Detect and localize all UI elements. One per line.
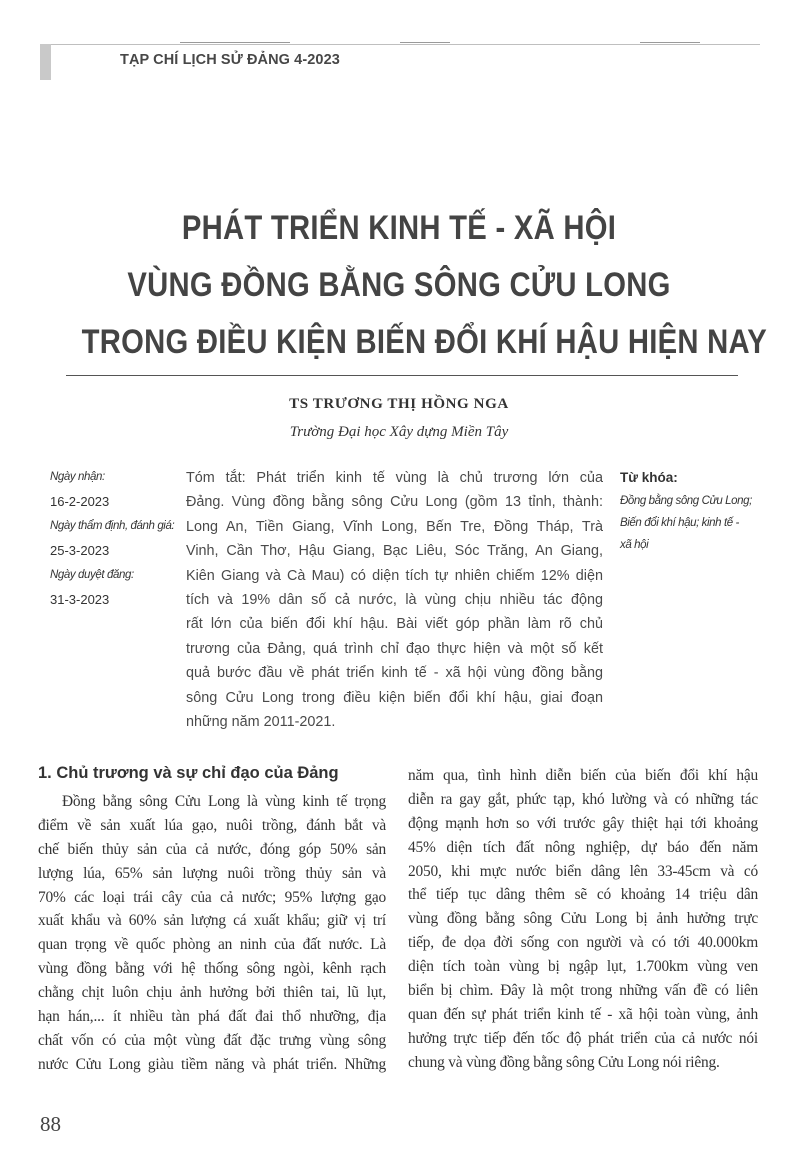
abstract-line: sông Cửu Long trong điều kiện biến đổi khí hậu, giai đoạn (186, 689, 603, 706)
reviewed-date: 25-3-2023 (50, 543, 110, 558)
abstract-line: Kiên Giang và Cà Mau) có diện tích tự nhiên chiếm 12% diện (186, 567, 603, 584)
received-date: 16-2-2023 (50, 494, 110, 509)
abstract-line: Long An, Tiền Giang, Vĩnh Long, Bến Tre, Đồng Tháp, Trà (186, 518, 603, 535)
author-name: TS TRƯƠNG THỊ HỒNG NGA (289, 396, 509, 412)
journal-name: TẠP CHÍ LỊCH SỬ ĐẢNG 4-2023 (120, 52, 340, 68)
body-column-left (38, 790, 386, 1077)
body-line: thể tiếp tục dâng thêm sẽ có khoảng 14 triệu dân (408, 886, 758, 904)
body-line: 70% các loại trái cây của cả nước; 95% lượng gạo (38, 888, 386, 906)
body-line: diễn ra gay gắt, phức tạp, khó lường và có những tác (408, 790, 758, 808)
article-dates (50, 466, 185, 613)
title-line: PHÁT TRIỂN KINH TẾ - XÃ HỘI (181, 209, 617, 247)
body-line: chằng chịt luôn chịu ảnh hưởng bởi thiên tai, lũ lụt, (38, 984, 386, 1002)
body-line: chung và vùng đồng bằng sông Cửu Long nói riêng. (408, 1053, 720, 1071)
body-line: hưởng trực tiếp đến tốc độ phát triển của cả nước nói (408, 1029, 758, 1047)
body-line: biển bị chìm. Đây là một trong những vấn đề có liên (408, 982, 758, 1000)
body-line: tiếp, đe dọa đời sống con người và có tới 40.000km (408, 934, 758, 952)
section-heading: 1. Chủ trương và sự chỉ đạo của Đảng (38, 764, 339, 782)
body-line: điểm về sản xuất lúa gạo, nuôi trồng, đánh bắt và (38, 816, 386, 834)
body-line: Đồng bằng sông Cửu Long là vùng kinh tế trọng (62, 793, 386, 810)
header-rule-accent (400, 42, 450, 43)
keyword-line: xã hội (620, 539, 649, 551)
article-title (81, 200, 767, 371)
body-line: 45% diện tích đất nông nghiệp, dự báo đến năm (408, 838, 758, 856)
body-line: động mạnh hơn so với trước gây thiệt hại tới khoảng (408, 814, 758, 832)
header-rule-accent (640, 42, 700, 43)
keyword-line: Biến đổi khí hậu; kinh tế - (620, 517, 739, 529)
accepted-date: 31-3-2023 (50, 592, 110, 607)
body-line: quan trọng về quốc phòng an ninh của đất nước. Là (38, 936, 386, 954)
author-affiliation: Trường Đại học Xây dựng Miền Tây (289, 424, 509, 440)
abstract-line: trương của Đảng, quá trình chỉ đạo thực hiện và một số kết (186, 640, 603, 657)
body-line: vùng đồng bằng sông Cửu Long bị ảnh hưởng trực (408, 910, 758, 928)
abstract-line: Đảng. Vùng đồng bằng sông Cửu Long (gồm 13 tỉnh, thành: (186, 494, 603, 511)
abstract-line: rất lớn của biến đổi khí hậu. Bài viết góp phần làm rõ chủ (186, 616, 603, 633)
body-line: chế biến thủy sản của cả nước, đóng góp 50% sản (38, 840, 386, 858)
body-line: chất vốn có của một vùng đất đặc trưng vùng sông (38, 1031, 386, 1049)
abstract-line: những năm 2011-2021. (186, 713, 336, 730)
title-line: VÙNG ĐỒNG BẰNG SÔNG CỬU LONG (127, 266, 671, 304)
body-line: xuất khẩu và 60% sản lượng cá xuất khẩu; giữ vị trí (38, 912, 386, 930)
abstract-line: quả bước đầu về phát triển kinh tế - xã hội vùng đồng bằng (186, 665, 603, 682)
title-line: TRONG ĐIỀU KIỆN BIẾN ĐỔI KHÍ HẬU HIỆN NAY (81, 323, 767, 361)
abstract-line: tích và 19% dân số cả nước, là vùng chịu nhiều tác động (186, 591, 603, 608)
header-rule (40, 44, 760, 45)
body-line: lượng lúa, 65% sản lượng nuôi trồng thủy sản và (38, 864, 386, 882)
body-line: quan đến sự phát triển kinh tế - xã hội toàn vùng, ảnh (408, 1005, 758, 1023)
received-label: Ngày nhận: (50, 471, 105, 483)
abstract-line: Vinh, Cần Thơ, Hậu Giang, Bạc Liêu, Sóc Trăng, An Giang, (186, 543, 603, 560)
abstract-line: Tóm tắt: Phát triển kinh tế vùng là chủ trương lớn của (186, 470, 603, 486)
keywords-label: Từ khóa: (620, 470, 678, 485)
journal-bar (40, 44, 51, 80)
body-line: diện tích toàn vùng bị ngập lụt, 1.700km vùng ven (408, 958, 758, 976)
body-line: năm qua, tình hình diễn biến của biến đổi khí hậu (408, 767, 758, 784)
keyword-line: Đồng bằng sông Cửu Long; (620, 495, 752, 507)
title-rule (66, 375, 738, 376)
header-rule-accent (180, 42, 290, 43)
body-line: hạn hán,... ít nhiều tàn phá đất đai thổ nhưỡng, địa (38, 1008, 386, 1026)
keywords (620, 466, 770, 556)
body-line: vùng đồng bằng với hệ thống sông ngòi, kênh rạch (38, 960, 386, 978)
body-line: nước Cửu Long giàu tiềm năng và phát triển. Những (38, 1055, 386, 1073)
reviewed-label: Ngày thẩm định, đánh giá: (50, 520, 175, 532)
page-number: 88 (40, 1112, 61, 1136)
accepted-label: Ngày duyệt đăng: (50, 569, 134, 581)
body-line: 2050, khi mực nước biển dâng lên 33-45cm và có (408, 862, 758, 880)
abstract (186, 466, 603, 734)
body-column-right (408, 764, 758, 1075)
